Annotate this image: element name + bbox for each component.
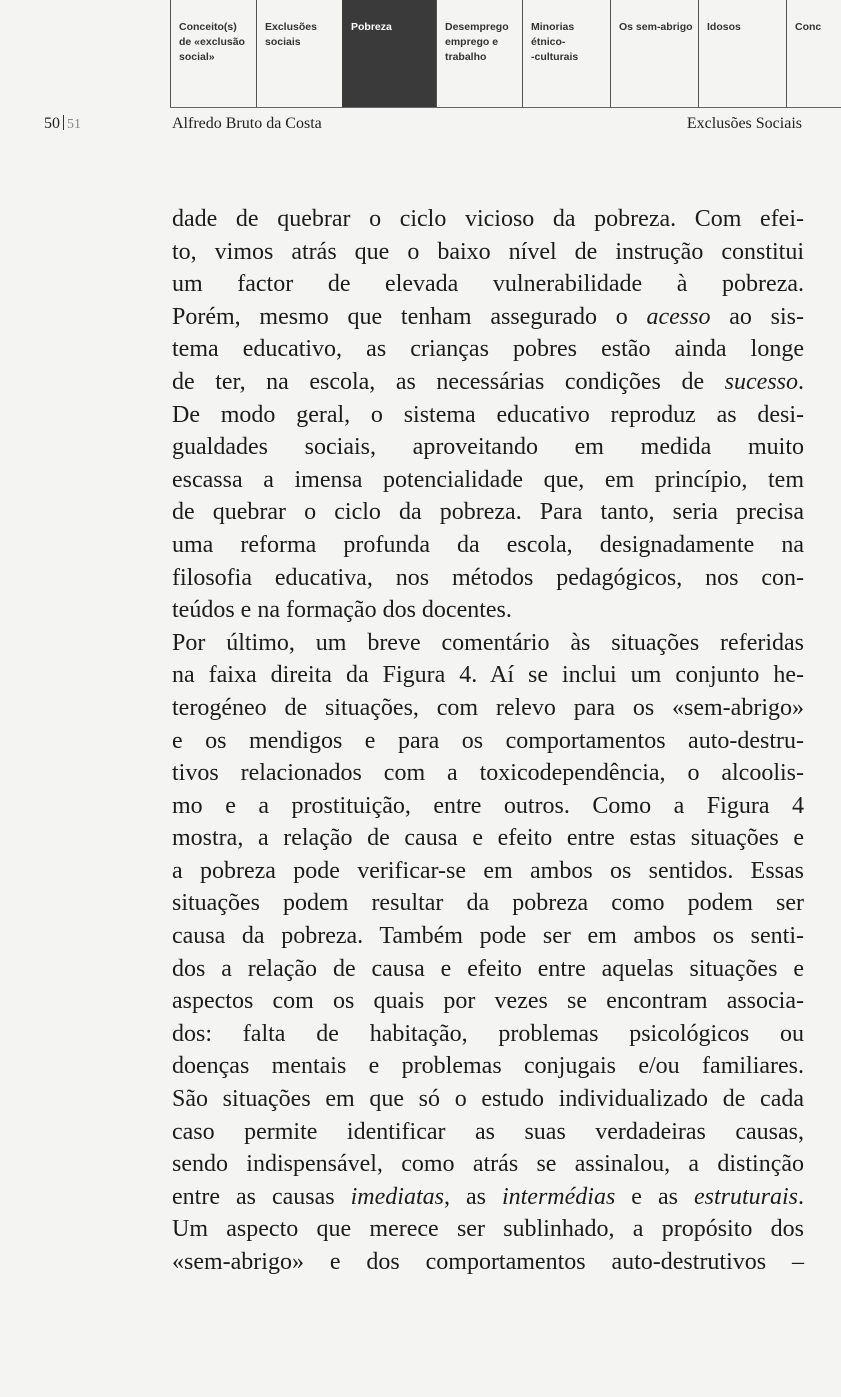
body-line: filosofia educativa, nos métodos pedagógicos, nos con-: [172, 564, 804, 591]
tab-label-line: Idosos: [707, 21, 741, 33]
tab-pobreza[interactable]: [342, 0, 436, 108]
body-line: a pobreza pode verificar-se em ambos os sentidos. Essas: [172, 857, 804, 884]
body-line: de ter, na escola, as necessárias condições de sucesso.: [172, 368, 804, 395]
italic-term: estruturais: [693, 1183, 798, 1210]
body-line: caso permite identificar as suas verdadeiras causas,: [172, 1118, 804, 1145]
tab-label-line: étnico-: [531, 36, 566, 48]
body-line: um factor de elevada vulnerabilidade à pobreza.: [172, 271, 804, 298]
tab-label-line: Minorias: [531, 21, 575, 33]
body-line: mostra, a relação de causa e efeito entre estas situações e: [172, 825, 804, 852]
body-text: [172, 203, 804, 1279]
nav-divider: [170, 107, 841, 108]
page-number-separator: [63, 115, 64, 130]
page-number-left: 50: [44, 115, 60, 132]
body-line: mo e a prostituição, entre outros. Como a Figura 4: [172, 792, 804, 819]
body-line: aspectos com os quais por vezes se encontram associa-: [172, 988, 804, 1015]
running-header-author: Alfredo Bruto da Costa: [172, 115, 322, 132]
tab-label-line: Pobreza: [351, 21, 392, 33]
body-line: dade de quebrar o ciclo vicioso da pobreza. Com efei-: [172, 206, 804, 232]
tab-label-line: trabalho: [445, 51, 487, 63]
tab-label-line: -culturais: [531, 51, 579, 63]
body-line: gualdades sociais, aproveitando em medida muito: [172, 434, 804, 461]
body-line: situações podem resultar da pobreza como podem ser: [172, 890, 804, 917]
body-line: Um aspecto que merece ser sublinhado, a propósito dos: [172, 1216, 804, 1243]
italic-term: imediatas: [350, 1183, 444, 1210]
page-numbers: [44, 115, 81, 133]
body-line: tema educativo, as crianças pobres estão ainda longe: [172, 336, 804, 363]
body-line: to, vimos atrás que o baixo nível de instrução constitui: [172, 238, 804, 265]
tab-label-line: Conc: [795, 21, 822, 33]
tab-label-line: de «exclusão: [179, 36, 245, 48]
body-line: teúdos e na formação dos docentes.: [172, 597, 512, 624]
tab-idosos[interactable]: [698, 0, 786, 108]
body-line: na faixa direita da Figura 4. Aí se inclui um conjunto he-: [172, 662, 804, 689]
italic-term: sucesso: [724, 368, 798, 395]
body-line: de quebrar o ciclo da pobreza. Para tanto, seria precisa: [172, 499, 804, 526]
body-line: «sem-abrigo» e dos comportamentos auto-destrutivos –: [172, 1249, 804, 1275]
tab-label-line: Conceito(s): [179, 21, 237, 33]
italic-term: intermédias: [501, 1183, 616, 1210]
body-line: Por último, um breve comentário às situações referidas: [172, 629, 804, 656]
tab-label-line: Os sem-abrigo: [619, 21, 693, 33]
body-line: uma reforma profunda da escola, designadamente na: [172, 531, 804, 558]
page-number-right: 51: [67, 117, 81, 132]
tab-minorias-etnico-culturais[interactable]: [522, 0, 610, 108]
body-line: causa da pobreza. Também pode ser em ambos os senti-: [172, 923, 804, 950]
body-line: entre as causas imediatas, as intermédias e as estruturais.: [172, 1183, 804, 1210]
body-line: dos: falta de habitação, problemas psicológicos ou: [172, 1020, 804, 1047]
body-line: São situações em que só o estudo individualizado de cada: [172, 1086, 804, 1113]
section-nav: [170, 0, 841, 108]
tab-label-line: Desemprego: [445, 21, 509, 33]
tab-label-line: emprego e: [445, 36, 499, 48]
body-line: terogéneo de situações, com relevo para os «sem-abrigo»: [172, 694, 804, 721]
body-line: e os mendigos e para os comportamentos auto-destru-: [172, 727, 804, 754]
body-line: tivos relacionados com a toxicodependência, o alcoolis-: [172, 760, 804, 787]
body-line: Porém, mesmo que tenham assegurado o acesso ao sis-: [172, 303, 804, 330]
tab-exclusoes-sociais[interactable]: [256, 0, 342, 108]
body-line: doenças mentais e problemas conjugais e/ou familiares.: [172, 1053, 804, 1080]
tab-conceitos-exclusao-social[interactable]: [170, 0, 256, 108]
tab-label-line: social»: [179, 51, 215, 63]
tab-label-line: sociais: [265, 36, 301, 48]
tab-os-sem-abrigo[interactable]: [610, 0, 698, 108]
body-line: sendo indispensável, como atrás se assinalou, a distinção: [172, 1151, 804, 1178]
tab-label-line: Exclusões: [265, 21, 317, 33]
body-line: De modo geral, o sistema educativo reproduz as desi-: [172, 401, 804, 428]
italic-term: acesso: [646, 303, 711, 330]
tab-conc[interactable]: [786, 0, 841, 108]
running-header-title: Exclusões Sociais: [686, 115, 802, 132]
body-line: dos a relação de causa e efeito entre aquelas situações e: [172, 955, 804, 982]
body-line: escassa a imensa potencialidade que, em princípio, tem: [172, 466, 804, 493]
tab-desemprego-emprego-trabalho[interactable]: [436, 0, 522, 108]
